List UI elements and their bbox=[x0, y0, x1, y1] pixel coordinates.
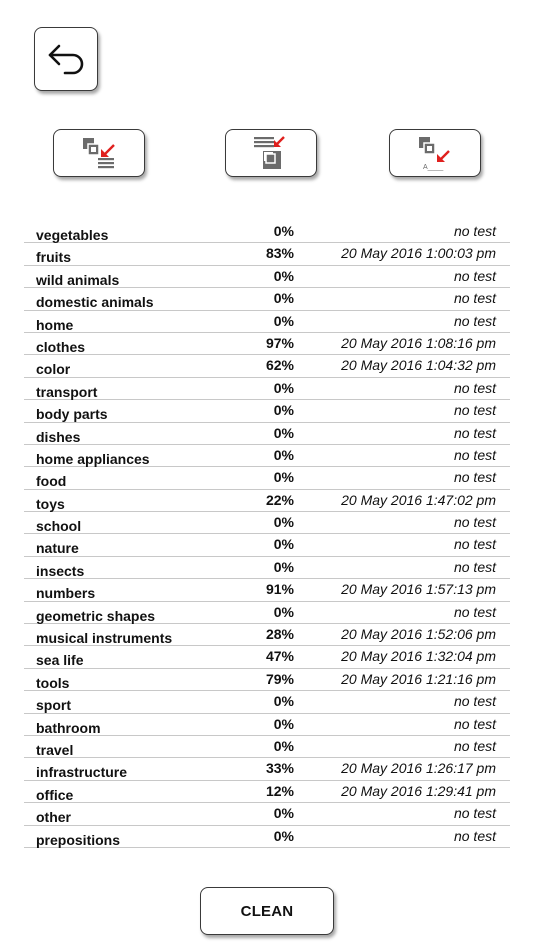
sort-mode-list-first-button[interactable] bbox=[225, 129, 317, 177]
table-row[interactable] bbox=[24, 646, 510, 668]
table-row[interactable] bbox=[24, 445, 510, 467]
last-test-date: no test bbox=[453, 715, 496, 732]
category-percent: 28% bbox=[265, 626, 294, 643]
table-row[interactable] bbox=[24, 333, 510, 355]
category-name: bathroom bbox=[36, 719, 101, 736]
category-name: infrastructure bbox=[36, 764, 128, 781]
last-test-date: no test bbox=[453, 603, 496, 620]
category-name: school bbox=[36, 518, 82, 535]
category-percent: 0% bbox=[273, 737, 294, 754]
category-percent: 0% bbox=[273, 267, 294, 284]
last-test-date: 20 May 2016 1:57:13 pm bbox=[341, 581, 496, 598]
category-name: sea life bbox=[36, 652, 84, 669]
last-test-date: no test bbox=[453, 737, 496, 754]
category-percent: 91% bbox=[265, 581, 294, 598]
table-row[interactable] bbox=[24, 311, 510, 333]
last-test-date: no test bbox=[453, 469, 496, 486]
last-test-date: 20 May 2016 1:08:16 pm bbox=[341, 334, 496, 351]
category-percent: 62% bbox=[265, 357, 294, 374]
category-percent: 0% bbox=[273, 558, 294, 575]
table-row[interactable] bbox=[24, 602, 510, 624]
table-row[interactable] bbox=[24, 243, 510, 265]
category-percent: 0% bbox=[273, 693, 294, 710]
category-name: transport bbox=[36, 383, 98, 400]
sort-icon bbox=[251, 135, 291, 171]
category-percent: 33% bbox=[265, 760, 294, 777]
category-percent: 0% bbox=[273, 827, 294, 844]
category-name: prepositions bbox=[36, 831, 121, 848]
category-name: home appliances bbox=[36, 450, 150, 467]
table-row[interactable] bbox=[24, 288, 510, 310]
category-percent: 79% bbox=[265, 670, 294, 687]
category-percent: 97% bbox=[265, 334, 294, 351]
category-percent: 0% bbox=[273, 715, 294, 732]
category-percent: 12% bbox=[265, 782, 294, 799]
category-percent: 0% bbox=[273, 312, 294, 329]
category-name: dishes bbox=[36, 428, 81, 445]
category-percent: 0% bbox=[273, 402, 294, 419]
category-name: insects bbox=[36, 562, 85, 579]
last-test-date: no test bbox=[453, 424, 496, 441]
table-row[interactable] bbox=[24, 423, 510, 445]
category-name: clothes bbox=[36, 338, 86, 355]
category-name: wild animals bbox=[36, 271, 120, 288]
category-name: other bbox=[36, 809, 71, 826]
last-test-date: 20 May 2016 1:47:02 pm bbox=[341, 491, 496, 508]
table-row[interactable] bbox=[24, 400, 510, 422]
sort-mode-picture-first-button[interactable] bbox=[53, 129, 145, 177]
sort-mode-alphabetical-button[interactable] bbox=[389, 129, 481, 177]
last-test-date: no test bbox=[453, 558, 496, 575]
clean-button-label: CLEAN bbox=[240, 902, 294, 920]
last-test-date: 20 May 2016 1:52:06 pm bbox=[341, 626, 496, 643]
category-percent: 0% bbox=[273, 223, 294, 239]
category-name: vegetables bbox=[36, 227, 109, 243]
category-percent: 0% bbox=[273, 424, 294, 441]
back-button[interactable] bbox=[34, 27, 98, 91]
category-percent: 0% bbox=[273, 514, 294, 531]
last-test-date: no test bbox=[453, 514, 496, 531]
category-percent: 47% bbox=[265, 648, 294, 665]
table-row[interactable] bbox=[24, 669, 510, 691]
category-name: color bbox=[36, 361, 71, 378]
alphabet-caption: A____ bbox=[423, 164, 444, 171]
category-percent: 0% bbox=[273, 469, 294, 486]
category-percent: 83% bbox=[265, 245, 294, 262]
category-percent: 0% bbox=[273, 446, 294, 463]
last-test-date: 20 May 2016 1:29:41 pm bbox=[341, 782, 496, 799]
last-test-date: no test bbox=[453, 536, 496, 553]
category-name: numbers bbox=[36, 585, 96, 602]
last-test-date: no test bbox=[453, 402, 496, 419]
back-arrow-icon bbox=[45, 42, 87, 76]
category-stats-table bbox=[24, 221, 510, 848]
last-test-date: no test bbox=[453, 379, 496, 396]
table-row[interactable] bbox=[24, 736, 510, 758]
sort-alphabetical-icon bbox=[413, 135, 457, 171]
table-row[interactable] bbox=[24, 758, 510, 780]
category-name: body parts bbox=[36, 406, 108, 423]
category-name: food bbox=[36, 473, 67, 490]
category-name: sport bbox=[36, 697, 71, 714]
last-test-date: no test bbox=[453, 693, 496, 710]
category-name: fruits bbox=[36, 249, 71, 266]
table-row[interactable] bbox=[24, 467, 510, 489]
last-test-date: no test bbox=[453, 312, 496, 329]
category-name: tools bbox=[36, 674, 70, 691]
table-row[interactable] bbox=[24, 378, 510, 400]
table-row[interactable] bbox=[24, 512, 510, 534]
last-test-date: no test bbox=[453, 446, 496, 463]
last-test-date: 20 May 2016 1:26:17 pm bbox=[341, 760, 496, 777]
category-name: travel bbox=[36, 741, 74, 758]
last-test-date: 20 May 2016 1:32:04 pm bbox=[341, 648, 496, 665]
category-percent: 0% bbox=[273, 603, 294, 620]
table-row[interactable] bbox=[24, 221, 510, 243]
table-row[interactable] bbox=[24, 534, 510, 556]
table-row[interactable] bbox=[24, 714, 510, 736]
category-percent: 0% bbox=[273, 379, 294, 396]
table-row[interactable] bbox=[24, 781, 510, 803]
last-test-date: no test bbox=[453, 223, 496, 239]
last-test-date: no test bbox=[453, 267, 496, 284]
category-name: toys bbox=[36, 495, 65, 512]
table-row[interactable] bbox=[24, 557, 510, 579]
table-row[interactable] bbox=[24, 579, 510, 601]
table-row[interactable] bbox=[24, 355, 510, 377]
table-row[interactable] bbox=[24, 691, 510, 713]
clean-button[interactable] bbox=[200, 887, 334, 935]
last-test-date: 20 May 2016 1:04:32 pm bbox=[341, 357, 496, 374]
category-percent: 0% bbox=[273, 536, 294, 553]
table-row[interactable] bbox=[24, 826, 510, 848]
sort-icon bbox=[79, 136, 119, 170]
category-name: musical instruments bbox=[36, 630, 173, 647]
category-name: nature bbox=[36, 540, 79, 557]
category-name: domestic animals bbox=[36, 294, 154, 311]
last-test-date: no test bbox=[453, 827, 496, 844]
category-percent: 0% bbox=[273, 290, 294, 307]
category-name: office bbox=[36, 786, 74, 803]
table-row[interactable] bbox=[24, 266, 510, 288]
last-test-date: 20 May 2016 1:21:16 pm bbox=[341, 670, 496, 687]
last-test-date: no test bbox=[453, 805, 496, 822]
category-name: home bbox=[36, 316, 74, 333]
last-test-date: 20 May 2016 1:00:03 pm bbox=[341, 245, 496, 262]
category-percent: 0% bbox=[273, 805, 294, 822]
category-name: geometric shapes bbox=[36, 607, 156, 624]
category-percent: 22% bbox=[265, 491, 294, 508]
table-row[interactable] bbox=[24, 803, 510, 825]
table-row[interactable] bbox=[24, 490, 510, 512]
last-test-date: no test bbox=[453, 290, 496, 307]
table-row[interactable] bbox=[24, 624, 510, 646]
